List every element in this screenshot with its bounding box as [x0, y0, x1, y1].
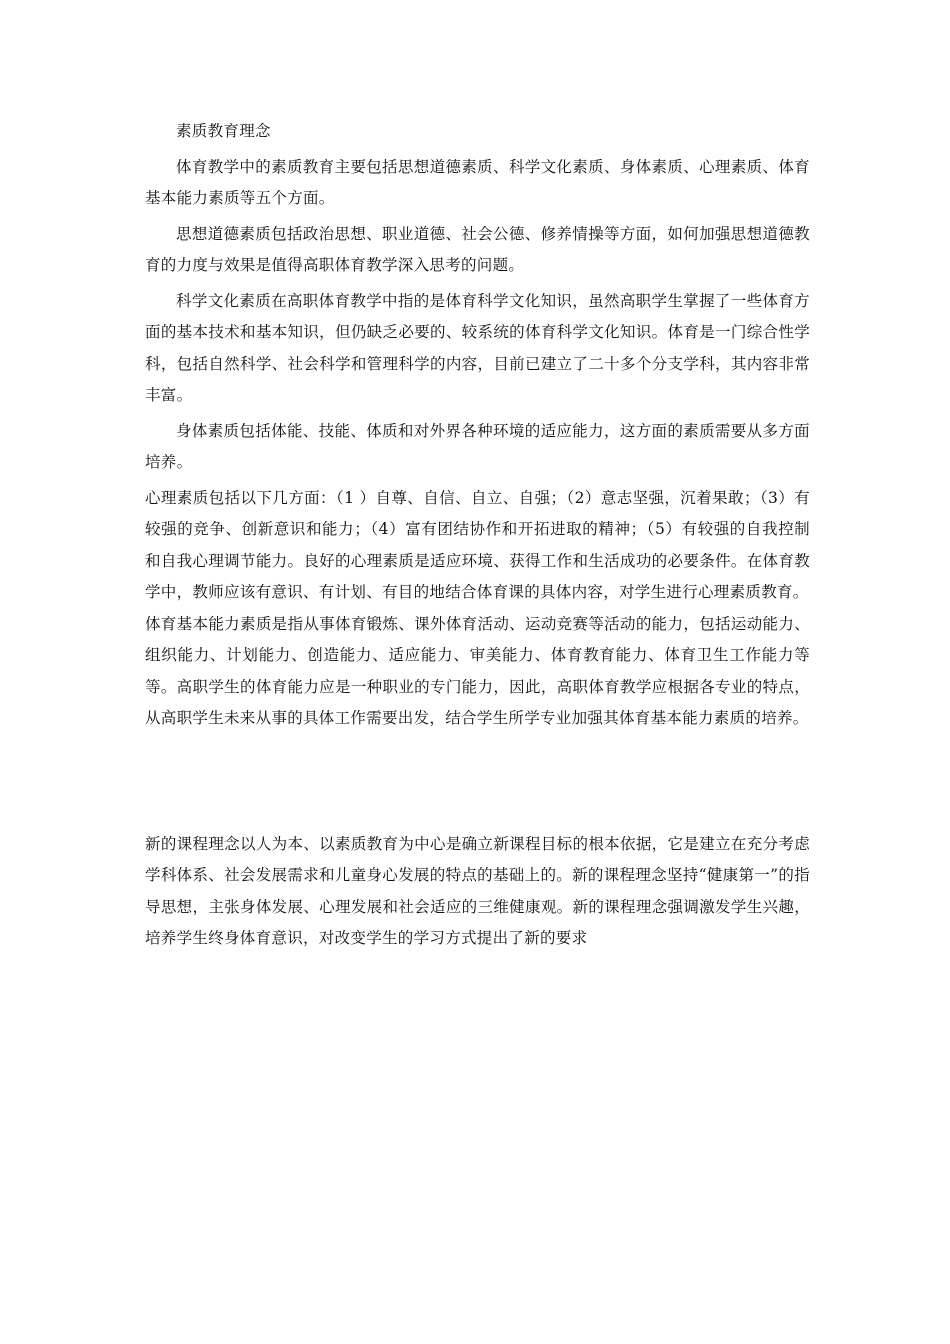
paragraph-moral-quality: 思想道德素质包括政治思想、职业道德、社会公德、修养情操等方面，如何加强思想道德教育的力度与效果是值得高职体育教学深入思考的问题。	[145, 224, 810, 274]
section-heading: 素质教育理念	[176, 122, 271, 140]
paragraph-physical-quality: 身体素质包括体能、技能、体质和对外界各种环境的适应能力，这方面的素质需要从多方面培养。	[145, 421, 810, 471]
paragraph-basic-ability-quality: 体育基本能力素质是指从事体育锻炼、课外体育活动、运动竞赛等活动的能力，包括运动能力、组织能力、计划能力、创造能力、适应能力、审美能力、体育教育能力、体育卫生工作能力等等。高职学生的体育能力应是一种职业的专门能力，因此，高职体育教学应根据各专业的特点，从高职学生未来从事的具体工作需要出发，结合学生所学专业加强其体育基本能力素质的培养。	[145, 614, 810, 727]
document-body	[145, 116, 810, 955]
paragraph-scientific-quality: 科学文化素质在高职体育教学中指的是体育科学文化知识，虽然高职学生掌握了一些体育方面的基本技术和基本知识，但仍缺乏必要的、较系统的体育科学文化知识。体育是一门综合性学科，包括自然科学、社会科学和管理科学的内容，目前已建立了二十多个分支学科，其内容非常丰富。	[145, 291, 810, 404]
paragraph-psychological-quality: 心理素质包括以下几方面：（1 ）自尊、自信、自立、自强；（2）意志坚强，沉着果敢；（3）有较强的竞争、创新意识和能力；（4）富有团结协作和开拓进取的精神；（5）有较强的自我控制和自我心理调节能力。良好的心理素质是适应环境、获得工作和生活成功的必要条件。在体育教学中，教师应该有意识、有计划、有目的地结合体育课的具体内容，对学生进行心理素质教育。	[145, 488, 810, 601]
paragraph-new-curriculum-concept: 新的课程理念以人为本、以素质教育为中心是确立新课程目标的根本依据，它是建立在充分考虑学科体系、社会发展需求和儿童身心发展的特点的基础上的。新的课程理念坚持“健康第一”的指导思想，主张身体发展、心理发展和社会适应的三维健康观。新的课程理念强调激发学生兴趣，培养学生终身体育意识，对改变学生的学习方式提出了新的要求	[145, 834, 810, 947]
paragraph-overview: 体育教学中的素质教育主要包括思想道德素质、科学文化素质、身体素质、心理素质、体育基本能力素质等五个方面。	[145, 157, 810, 207]
